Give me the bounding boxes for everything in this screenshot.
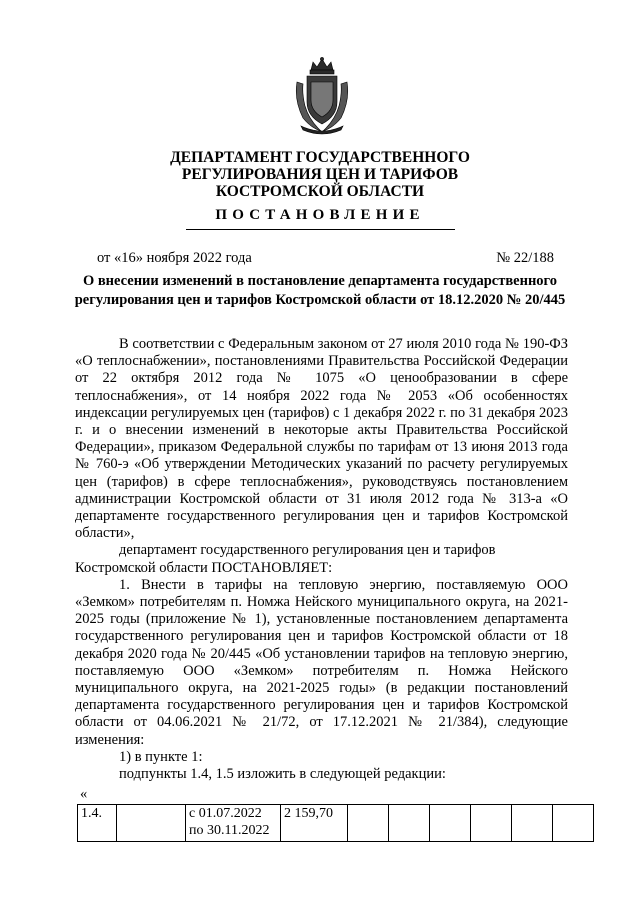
subject-line: регулирования цен и тарифов Костромской области от 18.12.2020 № 20/445 (74, 292, 566, 308)
empty-cell (430, 805, 471, 842)
period-end: по 30.11.2022 (189, 823, 270, 838)
document-body (75, 336, 568, 783)
document-type-title: ПОСТАНОВЛЕНИЕ (215, 207, 425, 223)
title-underline (186, 229, 455, 230)
period-cell (186, 805, 281, 842)
document-number: № 22/188 (496, 250, 554, 266)
subitem-paragraph: 1) в пункте 1: (119, 748, 203, 765)
period-start: с 01.07.2022 (189, 806, 262, 821)
empty-cell (348, 805, 389, 842)
opening-quote: « (80, 786, 88, 802)
tariff-value-cell: 2 159,70 (281, 805, 348, 842)
coat-of-arms-icon (291, 56, 353, 136)
tariff-table (77, 804, 594, 842)
document-date: от «16» ноября 2022 года (97, 250, 252, 266)
document-subject (72, 272, 568, 310)
table-row (78, 805, 594, 842)
resolving-paragraph-cont: Костромской области ПОСТАНОВЛЯЕТ: (75, 559, 333, 576)
empty-cell (512, 805, 553, 842)
department-line: ДЕПАРТАМЕНТ ГОСУДАРСТВЕННОГО (170, 149, 470, 166)
item-1-paragraph: 1. Внести в тарифы на тепловую энергию, поставляемую ООО «Земком» потребителям п. Номжа Нейского муниципального округа, на 2021-2025 годы (приложение № 1), установленные постановлением департамента государственного регулирования цен и тарифов Костромской области от 18 декабря 2020 года № 20/445 «Об установлении тарифов на тепловую энергию, поставляемую ООО «Земком» потребителям п. Номжа Нейского муниципального округа, на 2021-2025 годы» (в редакции постановлений департамента государственного регулирования цен и тарифов Костромской области от 04.06.2021 № 21/72, от 17.12.2021 № 21/384), следующие изменения: (75, 576, 568, 748)
department-name (100, 149, 540, 200)
subitem-paragraph: подпункты 1.4, 1.5 изложить в следующей редакции: (119, 766, 446, 783)
department-line: КОСТРОМСКОЙ ОБЛАСТИ (215, 183, 425, 200)
empty-cell (471, 805, 512, 842)
department-line: РЕГУЛИРОВАНИЯ ЦЕН И ТАРИФОВ (181, 166, 459, 183)
empty-cell (553, 805, 594, 842)
preamble-paragraph: В соответствии с Федеральным законом от 27 июля 2010 года № 190-ФЗ «О теплоснабжении», постановлениями Правительства Российской Федерации от 22 октября 2012 года № 1075 «О ценообразовании в сфере теплоснабжения», от 14 ноября 2022 года № 2053 «Об особенностях индексации регулируемых цен (тарифов) с 1 декабря 2022 г. по 31 декабря 2023 г. и о внесении изменений в некоторые акты Правительства Российской Федерации», приказом Федеральной службы по тарифам от 13 июня 2013 года № 760-э «Об утверждении Методических указаний по расчету регулируемых цен (тарифов) в сфере теплоснабжения», руководствуясь постановлением администрации Костромской области от 31 июля 2012 года № 313-а «О департаменте государственного регулирования цен и тарифов Костромской области», (75, 336, 568, 542)
empty-cell (117, 805, 186, 842)
item-number-cell: 1.4. (78, 805, 117, 842)
subject-line: О внесении изменений в постановление департамента государственного (82, 273, 558, 289)
empty-cell (389, 805, 430, 842)
resolving-paragraph: департамент государственного регулирования цен и тарифов (119, 542, 496, 559)
